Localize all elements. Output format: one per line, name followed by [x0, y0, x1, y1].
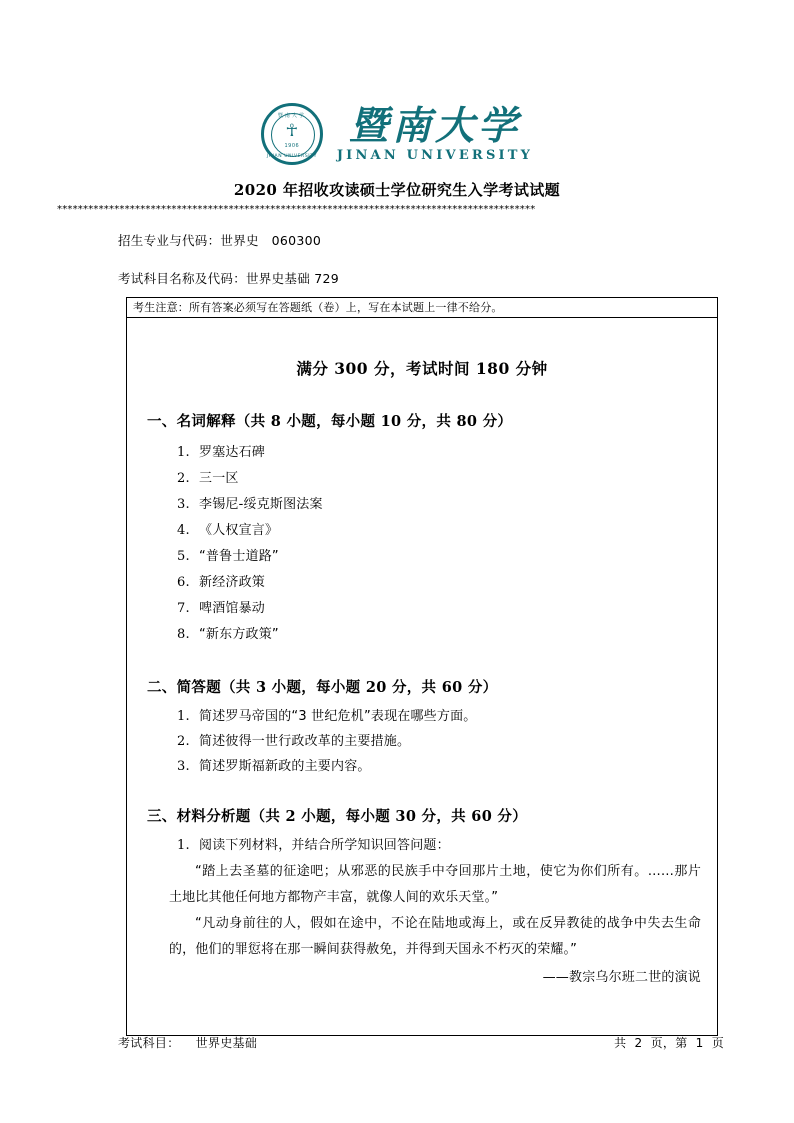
- item-number: 5.: [177, 549, 190, 564]
- list-item: [177, 440, 703, 466]
- subject-and-code-line: 考试科目名称及代码：世界史基础 729: [118, 271, 340, 286]
- section-1-question-list: [141, 440, 703, 648]
- material-attribution: ——教宗乌尔班二世的演说: [542, 970, 701, 985]
- list-item: [177, 570, 703, 596]
- list-item: [177, 704, 703, 729]
- item-text: “新东方政策”: [199, 627, 279, 642]
- item-number: 7.: [177, 601, 190, 616]
- item-text: 罗塞达石碑: [199, 445, 266, 460]
- candidate-notice-box: 考生注意：所有答案必须写在答题纸（卷）上，写在本试题上一律不给分。: [126, 297, 718, 318]
- item-number: 1.: [177, 445, 190, 460]
- material-quote-2: “凡动身前往的人，假如在途中，不论在陆地或海上，或在反异教徒的战争中失去生命的，他们的罪愆将在那一瞬间获得赦免，并得到天国永不朽灭的荣耀。”: [169, 916, 701, 957]
- footer-subject-label: 考试科目：: [118, 1036, 180, 1050]
- footer-subject-value: 世界史基础: [195, 1036, 258, 1050]
- footer-subject: [118, 1035, 257, 1051]
- list-item: [177, 596, 703, 622]
- pager-total: 2: [634, 1036, 643, 1050]
- university-seal-icon: [261, 103, 323, 165]
- item-text: 简述罗马帝国的“3 世纪危机”表现在哪些方面。: [199, 709, 477, 724]
- seal-year: 1906: [284, 143, 300, 149]
- item-text: 简述彼得一世行政改革的主要措施。: [199, 734, 411, 749]
- wordmark-english: JINAN UNIVERSITY: [336, 147, 534, 163]
- major-and-code-line: 招生专业与代码：世界史 060300: [118, 233, 322, 248]
- list-item: [177, 492, 703, 518]
- item-number: 2.: [177, 471, 190, 486]
- section-3-heading: 三、材料分析题（共 2 小题，每小题 30 分，共 60 分）: [147, 808, 528, 825]
- total-score-and-duration: 满分 300 分，考试时间 180 分钟: [296, 359, 548, 378]
- pager-current: 1: [695, 1036, 704, 1050]
- item-number: 2.: [177, 734, 190, 749]
- item-number: 6.: [177, 575, 190, 590]
- page-footer: [118, 1035, 726, 1051]
- section-2-heading: 二、简答题（共 3 小题，每小题 20 分，共 60 分）: [147, 679, 498, 696]
- section-1-heading: 一、名词解释（共 8 小题，每小题 10 分，共 80 分）: [147, 413, 513, 430]
- material-quote-1: “踏上去圣墓的征途吧；从邪恶的民族手中夺回那片土地，使它为你们所有。……那片土地比其他任何地方都物产丰富，就像人间的欢乐天堂。”: [169, 864, 701, 905]
- seal-arc-bottom-text: JINAN UNIVERSITY: [266, 154, 317, 159]
- item-text: “普鲁士道路”: [199, 549, 279, 564]
- item-number: 1.: [177, 838, 190, 853]
- university-logo-block: [0, 96, 794, 172]
- item-text: 《人权宣言》: [199, 523, 279, 538]
- list-item: [177, 466, 703, 492]
- item-number: 3.: [177, 759, 190, 774]
- item-text: 阅读下列材料，并结合所学知识回答问题：: [199, 838, 450, 853]
- seal-center-glyph: ☥: [285, 121, 299, 141]
- footer-pager: [612, 1035, 726, 1051]
- pager-mid: 页，第: [650, 1036, 688, 1050]
- item-number: 8.: [177, 627, 190, 642]
- section-3-item-1: [141, 833, 703, 859]
- item-number: 1.: [177, 709, 190, 724]
- section-2-question-list: [141, 704, 703, 779]
- asterisk-divider: ********************************************************************************************: [57, 204, 536, 215]
- list-item: [177, 518, 703, 544]
- item-text: 简述罗斯福新政的主要内容。: [199, 759, 371, 774]
- list-item: [177, 544, 703, 570]
- pager-prefix: 共: [614, 1036, 627, 1050]
- item-text: 新经济政策: [199, 575, 266, 590]
- item-text: 李锡尼-绥克斯图法案: [199, 497, 323, 512]
- item-number: 4.: [177, 523, 190, 538]
- seal-arc-top-text: 暨南大学: [277, 113, 306, 119]
- item-text: 啤酒馆暴动: [199, 601, 266, 616]
- item-number: 3.: [177, 497, 190, 512]
- pager-suffix: 页: [711, 1036, 724, 1050]
- exam-content-box: [126, 318, 718, 1036]
- university-wordmark: [336, 102, 534, 164]
- exam-title: 2020 年招收攻读硕士学位研究生入学考试试题: [233, 181, 561, 199]
- list-item: [177, 729, 703, 754]
- list-item: [177, 754, 703, 779]
- wordmark-chinese: 暨南大学: [348, 102, 521, 149]
- item-text: 三一区: [199, 471, 239, 486]
- list-item: [177, 622, 703, 648]
